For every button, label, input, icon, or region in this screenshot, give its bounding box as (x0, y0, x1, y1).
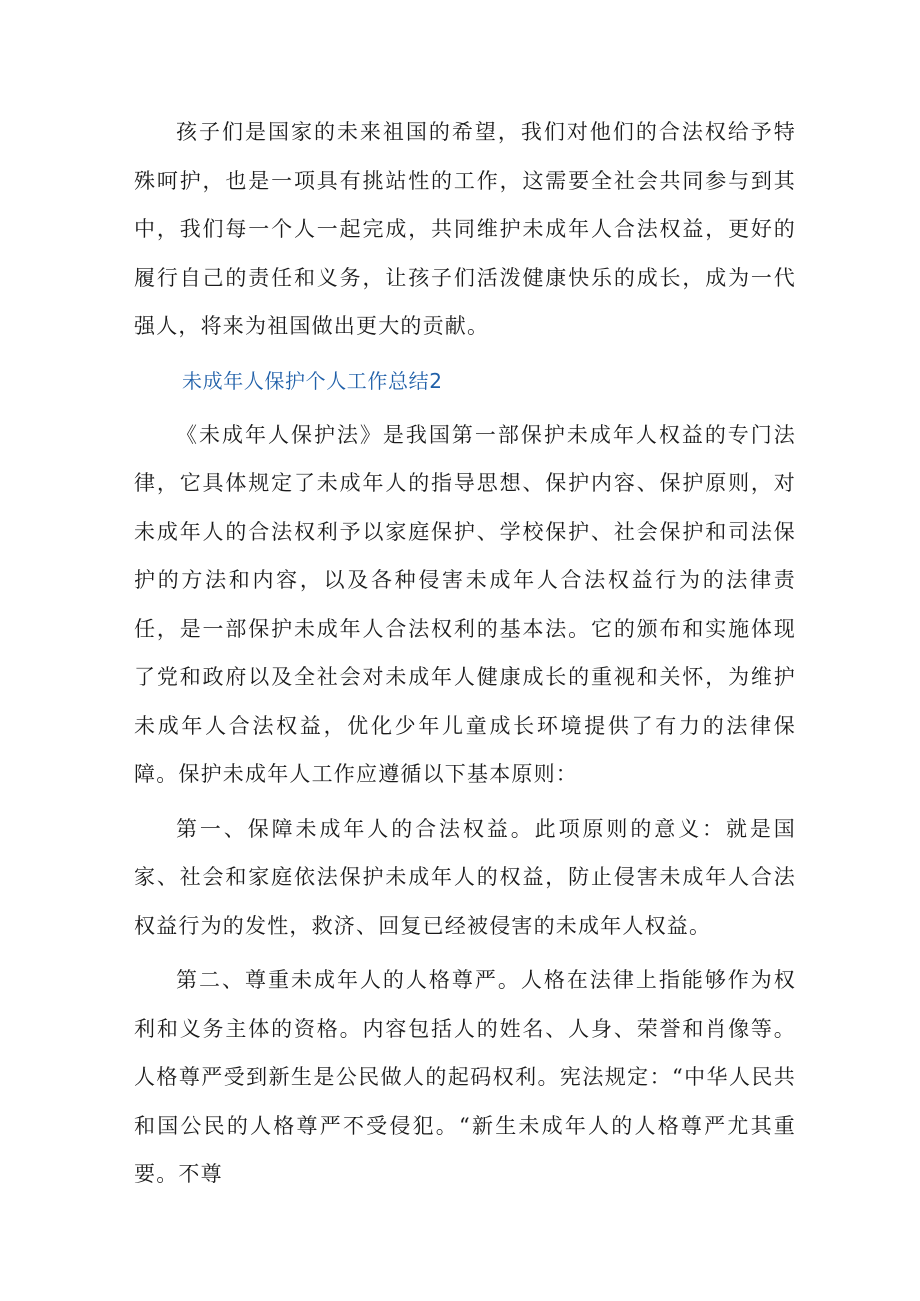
paragraph-principle-two: 第二、尊重未成年人的人格尊严。人格在法律上指能够作为权利和义务主体的资格。内容包括人的姓名、人身、荣誉和肖像等。人格尊严受到新生是公民做人的起码权利。宪法规定：“中华人民共和国公民的人格尊严不受侵犯。“新生未成年人的人格尊严尤其重要。不尊 (134, 968, 796, 1186)
paragraph-intro: 孩子们是国家的未来祖国的希望，我们对他们的合法权给予特殊呵护，也是一项具有挑站性的工作，这需要全社会共同参与到其中，我们每一个人一起完成，共同维护未成年人合法权益，更好的履行自己的责任和义务，让孩子们活泼健康快乐的成长，成为一代强人，将来为祖国做出更大的贡献。 (134, 120, 796, 338)
paragraph-law-overview: 《未成年人保护法》是我国第一部保护未成年人权益的专门法律，它具体规定了未成年人的指导思想、保护内容、保护原则，对未成年人的合法权利予以家庭保护、学校保护、社会保护和司法保护的方法和内容，以及各种侵害未成年人合法权益行为的法律责任，是一部保护未成年人合法权利的基本法。它的颁布和实施体现了党和政府以及全社会对未成年人健康成长的重视和关怀，为维护未成年人合法权益，优化少年儿童成长环境提供了有力的法律保障。保护未成年人工作应遵循以下基本原则： (134, 422, 796, 786)
document-body (134, 108, 796, 1199)
paragraph-principle-one: 第一、保障未成年人的合法权益。此项原则的意义：就是国家、社会和家庭依法保护未成年人的权益，防止侵害未成年人合法权益行为的发性，救济、回复已经被侵害的未成年人权益。 (134, 816, 796, 938)
section-heading: 未成年人保护个人工作总结2 (182, 368, 443, 393)
